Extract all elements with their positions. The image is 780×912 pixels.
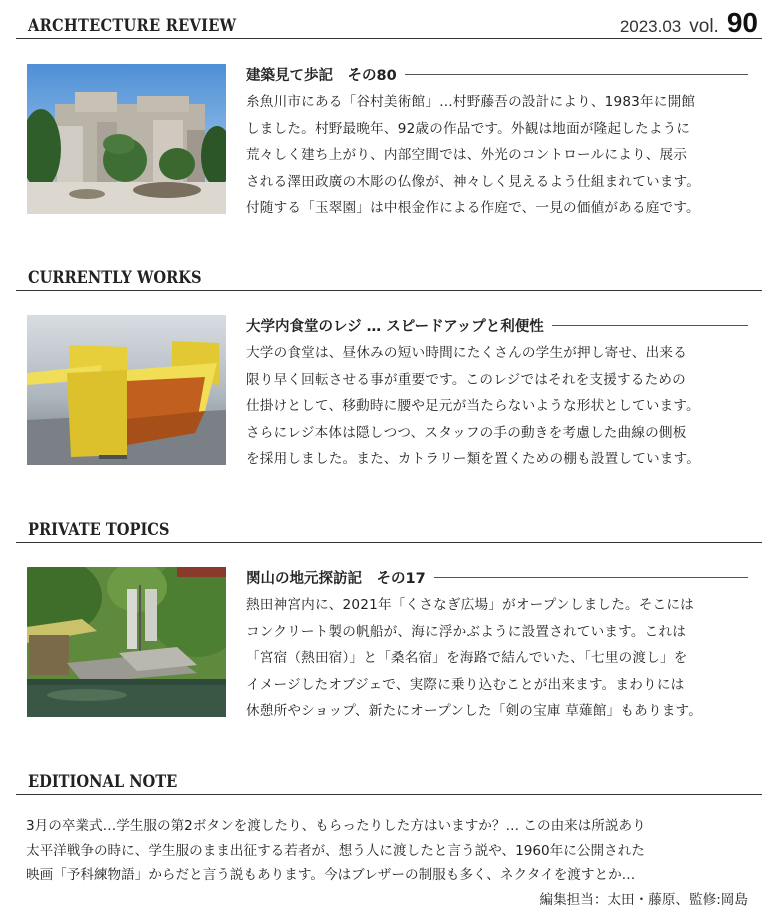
museum-image — [27, 64, 226, 214]
note-line: 太平洋戦争の時に、学生服のまま出征する若者が、想う人に渡したと言う説や、1960年に公開された — [26, 839, 756, 864]
note-line: 3月の卒業式…学生服の第2ボタンを渡したり、もらったりした方はいますか？… この由来は所説あり — [26, 814, 756, 839]
body-line: イメージしたオブジェで、実際に乗り込むことが出来ます。まわりには — [246, 672, 756, 699]
masthead — [16, 8, 762, 39]
topics-article-body — [246, 592, 756, 725]
body-line: される澤田政廣の木彫の仏像が、神々しく見えるよう仕組まれています。 — [246, 169, 756, 196]
body-line: 糸魚川市にある「谷村美術館」…村野藤吾の設計により、1983年に開館 — [246, 89, 756, 116]
body-line: 限り早く回転させる事が重要です。このレジではそれを支援するための — [246, 367, 756, 394]
topics-heading-text: PRIVATE TOPICS — [28, 520, 169, 540]
note-section-heading — [16, 770, 762, 795]
body-line: 「宮宿（熱田宿）」と「桑名宿」を海路で結んでいた、「七里の渡し」を — [246, 645, 756, 672]
counter-photo — [27, 315, 226, 465]
review-article-title — [246, 64, 748, 84]
body-line: コンクリート製の帆船が、海に浮かぶように設置されています。これは — [246, 619, 756, 646]
works-section-heading — [16, 266, 762, 291]
review-title-text: 建築見て歩記 その80 — [246, 64, 397, 85]
body-line: 熱田神宮内に、2021年「くさなぎ広場」がオープンしました。そこには — [246, 592, 756, 619]
body-line: 大学の食堂は、昼休みの短い時間にたくさんの学生が押し寄せ、出来る — [246, 340, 756, 367]
body-line: を採用しました。また、カトラリー類を置くための棚も設置しています。 — [246, 446, 756, 473]
body-line: 休憩所やショップ、新たにオープンした「剣の宝庫 草薙館」もあります。 — [246, 698, 756, 725]
museum-photo — [27, 64, 226, 214]
topics-section-heading — [16, 518, 762, 543]
volume-label: vol. — [689, 16, 719, 38]
works-article-body — [246, 340, 756, 473]
works-title-text: 大学内食堂のレジ … スピードアップと利便性 — [246, 315, 544, 336]
title-rule — [552, 325, 748, 326]
note-heading-text: EDITIONAL NOTE — [28, 772, 177, 792]
works-article-title — [246, 315, 748, 335]
editor-credit: 編集担当：太田・藤原、監修:岡島 — [26, 888, 756, 912]
topics-article-title — [246, 567, 748, 587]
review-article-body — [246, 89, 756, 222]
issue-info — [620, 11, 758, 38]
counter-image — [27, 315, 226, 465]
title-rule — [434, 577, 748, 578]
body-line: 仕掛けとして、移動時に腰や足元が当たらないような形状としています。 — [246, 393, 756, 420]
body-line: さらにレジ本体は隠しつつ、スタッフの手の動きを考慮した曲線の側板 — [246, 420, 756, 447]
topics-title-text: 関山の地元探訪記 その17 — [246, 567, 426, 588]
note-body — [26, 814, 756, 912]
body-line: しました。村野最晩年、92歳の作品です。外観は地面が隆起したように — [246, 116, 756, 143]
note-line: 映画「予科練物語」からだと言う説もあります。今はブレザーの制服も多く、ネクタイを渡すとか… — [26, 863, 756, 888]
volume-number: 90 — [727, 11, 758, 35]
plaza-image — [27, 567, 226, 717]
body-line: 荒々しく建ち上がり、内部空間では、外光のコントロールにより、展示 — [246, 142, 756, 169]
body-line: 付随する「玉翠園」は中根金作による作庭で、一見の価値がある庭です。 — [246, 195, 756, 222]
plaza-photo — [27, 567, 226, 717]
issue-date: 2023.03 — [620, 17, 681, 37]
title-rule — [405, 74, 748, 75]
masthead-brand: ARCHTECTURE REVIEW — [28, 16, 236, 36]
works-heading-text: CURRENTLY WORKS — [28, 268, 202, 288]
